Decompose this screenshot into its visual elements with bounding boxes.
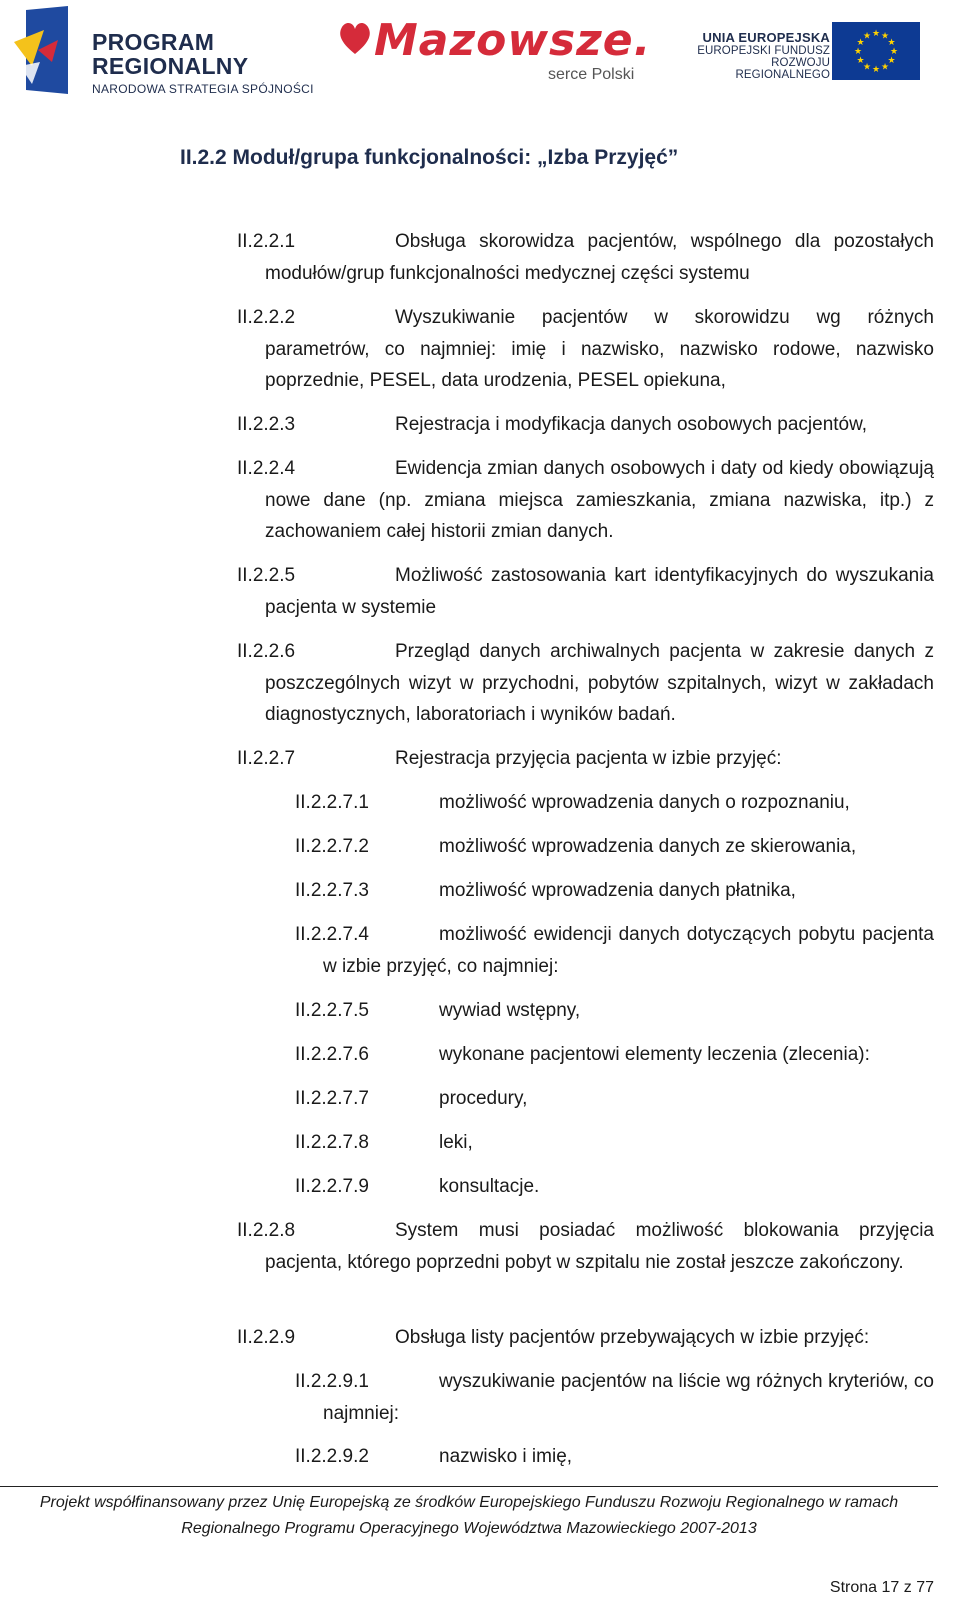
svg-text:★: ★ xyxy=(887,56,896,66)
program-title xyxy=(92,30,248,78)
item-text: leki, xyxy=(439,1132,473,1153)
list-item xyxy=(237,1322,934,1354)
item-number: II.2.2.7 xyxy=(237,748,296,769)
list-item xyxy=(237,1215,934,1278)
item-number: II.2.2.7.6 xyxy=(295,1044,369,1065)
eu-text xyxy=(685,30,830,81)
list-subitem xyxy=(295,1127,934,1159)
svg-text:★: ★ xyxy=(862,31,872,42)
list-item xyxy=(237,302,934,397)
item-text: możliwość ewidencji danych dotyczących pobytu pacjenta w izbie przyjęć, co najmniej: xyxy=(323,924,934,977)
list-item xyxy=(237,226,934,289)
mazowsze-logo xyxy=(338,14,652,84)
list-subitem xyxy=(295,919,934,982)
item-number: II.2.2.3 xyxy=(237,414,296,435)
footer-line1: Projekt współfinansowany przez Unię Europejską ze środków Europejskiego Funduszu Rozwoju Regionalnego w ramach xyxy=(39,1494,899,1511)
list-subitem xyxy=(295,875,934,907)
program-regionalny-mark-icon xyxy=(14,6,74,98)
item-text: Przegląd danych archiwalnych pacjenta w zakresie danych z poszczególnych wizyt w przychodni, pobytów szpitalnych, wizyt w zakładach diagnostycznych, laboratoriach i wyników badań. xyxy=(265,641,934,725)
svg-text:★: ★ xyxy=(856,56,865,66)
item-text: Obsługa skorowidza pacjentów, wspólnego dla pozostałych modułów/grup funkcjonalności medycznej części systemu xyxy=(265,231,934,284)
item-number: II.2.2.7.9 xyxy=(295,1176,369,1197)
svg-text:★: ★ xyxy=(880,31,890,42)
item-text: wykonane pacjentowi elementy leczenia (zlecenia): xyxy=(439,1044,870,1065)
item-number: II.2.2.7.7 xyxy=(295,1088,369,1109)
item-number: II.2.2.7.1 xyxy=(295,792,369,813)
svg-text:★: ★ xyxy=(862,62,872,73)
item-text: wywiad wstępny, xyxy=(439,1000,581,1021)
item-number: II.2.2.5 xyxy=(237,565,296,586)
list-subitem xyxy=(295,831,934,863)
page-header xyxy=(0,0,960,110)
item-text: możliwość wprowadzenia danych płatnika, xyxy=(439,880,796,901)
list-subitem xyxy=(295,1441,934,1473)
list-item xyxy=(237,409,934,441)
program-subtitle: NARODOWA STRATEGIA SPÓJNOŚCI xyxy=(92,82,314,96)
list-item xyxy=(237,636,934,731)
list-subitem xyxy=(295,1039,934,1071)
eu-line1: UNIA EUROPEJSKA xyxy=(702,30,830,45)
item-number: II.2.2.2 xyxy=(237,307,296,328)
list-subitem xyxy=(295,1171,934,1203)
program-title-line2: REGIONALNY xyxy=(92,53,249,79)
svg-text:★: ★ xyxy=(856,38,865,48)
list-subitem xyxy=(295,787,934,819)
item-text: Ewidencja zmian danych osobowych i daty od kiedy obowiązują nowe dane (np. zmiana miejsca zamieszkania, zmiana nazwiska, itp.) z zachowaniem całej historii zmian danych. xyxy=(265,458,934,542)
item-number: II.2.2.7.4 xyxy=(295,924,369,945)
item-text: konsultacje. xyxy=(439,1176,540,1197)
footer-text xyxy=(0,1490,938,1542)
eu-line2: EUROPEJSKI FUNDUSZ xyxy=(697,45,830,57)
item-text: możliwość wprowadzenia danych ze skierowania, xyxy=(439,836,857,857)
eu-line3: ROZWOJU REGIONALNEGO xyxy=(735,57,830,81)
svg-text:★: ★ xyxy=(887,38,896,48)
svg-text:★: ★ xyxy=(889,47,899,57)
section-title: II.2.2 Moduł/grupa funkcjonalności: „Izba Przyjęć” xyxy=(180,146,679,169)
svg-text:★: ★ xyxy=(871,65,881,75)
program-title-line1: PROGRAM xyxy=(92,29,215,55)
item-number: II.2.2.6 xyxy=(237,641,296,662)
list-subitem xyxy=(295,1366,934,1429)
item-number: II.2.2.7.5 xyxy=(295,1000,369,1021)
mazowsze-wordmark: Mazowsze. xyxy=(374,15,652,66)
program-regionalny-logo xyxy=(14,6,314,98)
item-number: II.2.2.8 xyxy=(237,1220,296,1241)
item-number: II.2.2.7.2 xyxy=(295,836,369,857)
item-text: Możliwość zastosowania kart identyfikacyjnych do wyszukania pacjenta w systemie xyxy=(265,565,934,618)
list-item xyxy=(237,453,934,548)
list-subitem xyxy=(295,995,934,1027)
item-text: Rejestracja i modyfikacja danych osobowych pacjentów, xyxy=(395,414,868,435)
item-number: II.2.2.7.3 xyxy=(295,880,369,901)
footer-divider xyxy=(0,1486,938,1487)
item-text: Obsługa listy pacjentów przebywających w izbie przyjęć: xyxy=(395,1327,870,1348)
footer-line2: Regionalnego Programu Operacyjnego Województwa Mazowieckiego 2007-2013 xyxy=(181,1520,757,1537)
mazowsze-tagline: serce Polski xyxy=(548,66,635,83)
item-text: Rejestracja przyjęcia pacjenta w izbie przyjęć: xyxy=(395,748,782,769)
svg-text:★: ★ xyxy=(871,29,881,39)
item-number: II.2.2.9 xyxy=(237,1327,296,1348)
item-number: II.2.2.1 xyxy=(237,231,296,252)
item-text: nazwisko i imię, xyxy=(439,1446,573,1467)
list-item xyxy=(237,743,934,775)
item-text: System musi posiadać możliwość blokowania przyjęcia pacjenta, którego poprzedni pobyt w szpitalu nie został jeszcze zakończony. xyxy=(265,1220,934,1273)
eu-logo xyxy=(685,22,925,82)
item-text: Wyszukiwanie pacjentów w skorowidzu wg różnych parametrów, co najmniej: imię i nazwisko, nazwisko rodowe, nazwisko poprzednie, PESEL, data urodzenia, PESEL opiekuna, xyxy=(265,307,934,391)
item-text: możliwość wprowadzenia danych o rozpoznaniu, xyxy=(439,792,850,813)
list-item xyxy=(237,560,934,623)
svg-text:★: ★ xyxy=(853,47,863,57)
svg-text:★: ★ xyxy=(880,62,890,73)
item-number: II.2.2.4 xyxy=(237,458,296,479)
item-text: wyszukiwanie pacjentów na liście wg różnych kryteriów, co najmniej: xyxy=(323,1371,934,1424)
item-text: procedury, xyxy=(439,1088,528,1109)
item-number: II.2.2.9.2 xyxy=(295,1446,369,1467)
item-number: II.2.2.9.1 xyxy=(295,1371,369,1392)
page-number: Strona 17 z 77 xyxy=(829,1579,934,1596)
list-subitem xyxy=(295,1083,934,1115)
item-number: II.2.2.7.8 xyxy=(295,1132,369,1153)
heart-icon xyxy=(338,18,372,58)
eu-flag-icon xyxy=(832,22,920,80)
